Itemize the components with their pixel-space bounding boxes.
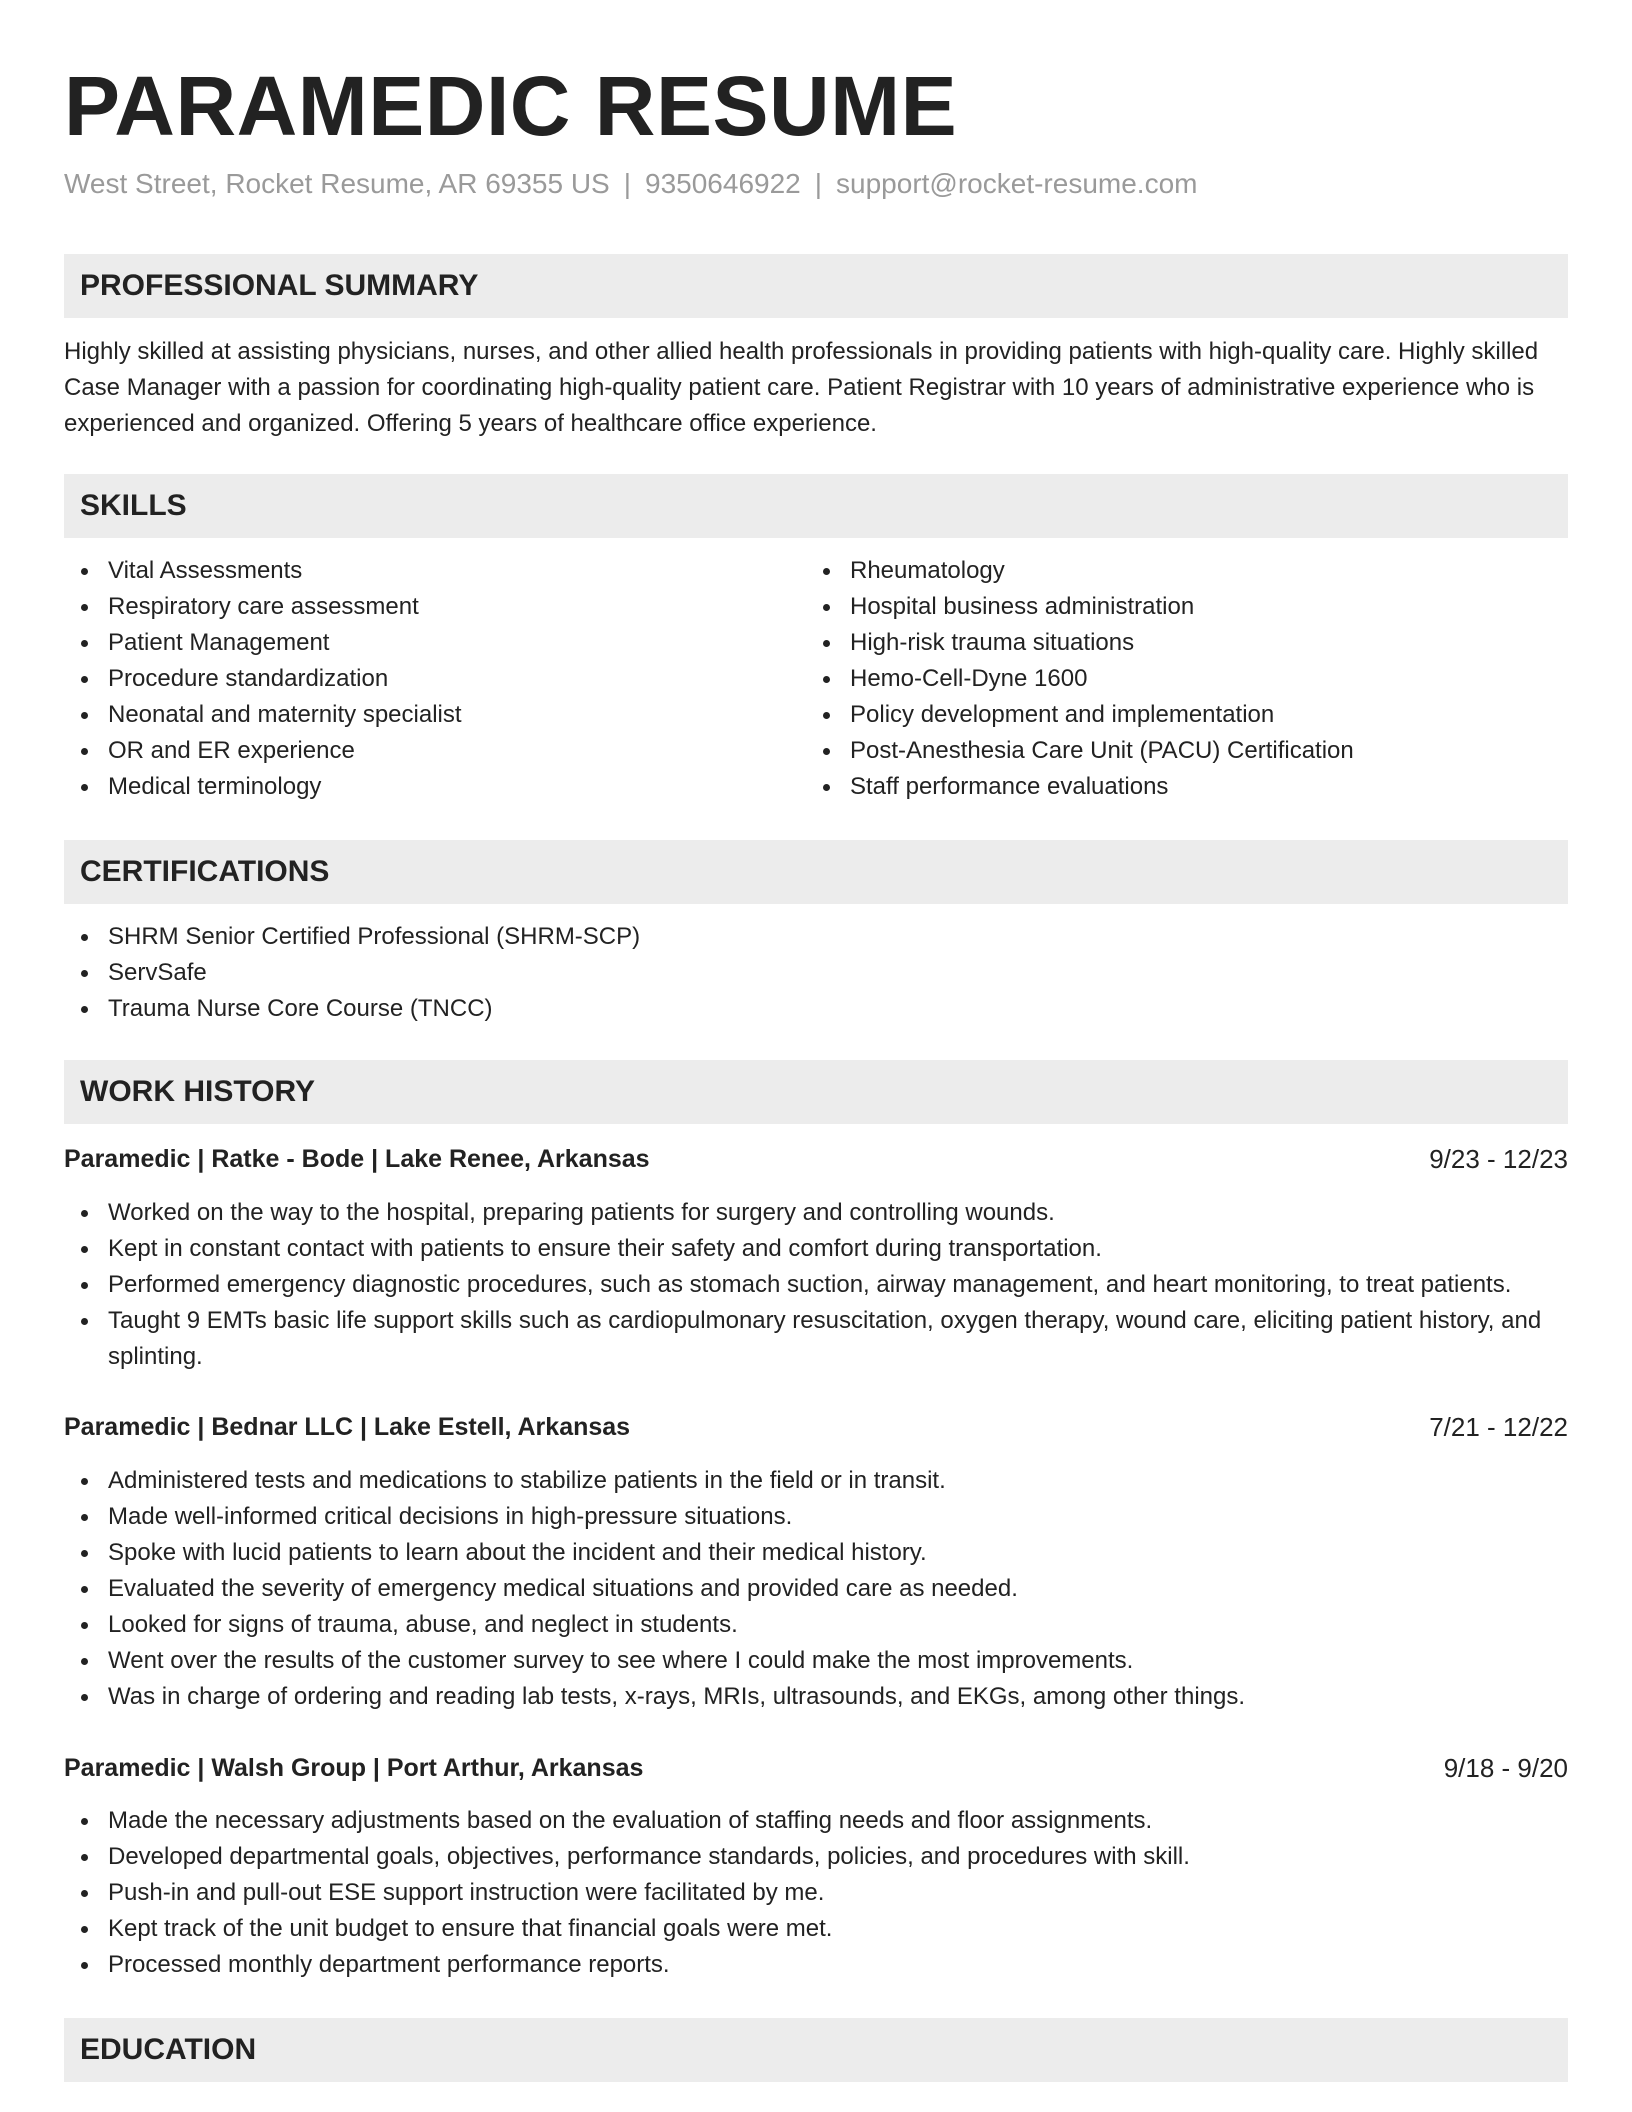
job-dates: 9/23 - 12/23 <box>1429 1144 1568 1174</box>
job-header <box>64 1141 1568 1177</box>
list-item: Medical terminology <box>64 769 804 805</box>
list-item: Rheumatology <box>806 553 1566 589</box>
resume-page <box>64 0 1568 2112</box>
job-bullets <box>64 1463 1568 1715</box>
list-item: Hospital business administration <box>806 589 1566 625</box>
list-item: Kept in constant contact with patients to ensure their safety and comfort during transportation. <box>64 1231 1568 1267</box>
job-header <box>64 1409 1568 1445</box>
contact-email[interactable]: support@rocket-resume.com <box>836 168 1198 199</box>
contact-separator: | <box>623 168 632 199</box>
list-item: Evaluated the severity of emergency medical situations and provided care as needed. <box>64 1571 1568 1607</box>
list-item: Staff performance evaluations <box>806 769 1566 805</box>
list-item: Patient Management <box>64 625 804 661</box>
skills-list-left <box>64 553 804 805</box>
certifications-section-header <box>64 840 1568 904</box>
skills-section-header <box>64 474 1568 538</box>
job-bullets <box>64 1803 1568 1983</box>
work-history-section-header <box>64 1060 1568 1124</box>
list-item: Trauma Nurse Core Course (TNCC) <box>64 991 1568 1027</box>
list-item: Developed departmental goals, objectives, performance standards, policies, and procedures with skill. <box>64 1839 1568 1875</box>
section-title: PROFESSIONAL SUMMARY <box>80 269 479 302</box>
summary-section-header <box>64 254 1568 318</box>
contact-phone: 9350646922 <box>645 168 801 199</box>
contact-separator: | <box>814 168 823 199</box>
job-title: Paramedic | Ratke - Bode | Lake Renee, Arkansas <box>64 1145 650 1173</box>
job-title: Paramedic | Bednar LLC | Lake Estell, Arkansas <box>64 1413 631 1441</box>
list-item: Made well-informed critical decisions in high-pressure situations. <box>64 1499 1568 1535</box>
education-section-header <box>64 2018 1568 2082</box>
list-item: Processed monthly department performance reports. <box>64 1947 1568 1983</box>
certifications-list <box>64 919 1568 1027</box>
list-item: Administered tests and medications to stabilize patients in the field or in transit. <box>64 1463 1568 1499</box>
contact-line <box>64 166 1197 202</box>
list-item: Went over the results of the customer survey to see where I could make the most improvements. <box>64 1643 1568 1679</box>
section-title: WORK HISTORY <box>80 1075 316 1108</box>
list-item: Was in charge of ordering and reading lab tests, x-rays, MRIs, ultrasounds, and EKGs, among other things. <box>64 1679 1568 1715</box>
list-item: Looked for signs of trauma, abuse, and neglect in students. <box>64 1607 1568 1643</box>
list-item: Policy development and implementation <box>806 697 1566 733</box>
skills-list-right <box>806 553 1566 805</box>
job-dates: 7/21 - 12/22 <box>1429 1412 1568 1442</box>
list-item: Kept track of the unit budget to ensure that financial goals were met. <box>64 1911 1568 1947</box>
list-item: Taught 9 EMTs basic life support skills such as cardiopulmonary resuscitation, oxygen therapy, wound care, eliciting patient history, and splinting. <box>64 1303 1568 1375</box>
list-item: Push-in and pull-out ESE support instruction were facilitated by me. <box>64 1875 1568 1911</box>
list-item: Vital Assessments <box>64 553 804 589</box>
section-title: CERTIFICATIONS <box>80 855 330 888</box>
list-item: Hemo-Cell-Dyne 1600 <box>806 661 1566 697</box>
list-item: OR and ER experience <box>64 733 804 769</box>
job-dates: 9/18 - 9/20 <box>1443 1753 1568 1783</box>
list-item: ServSafe <box>64 955 1568 991</box>
list-item: Spoke with lucid patients to learn about the incident and their medical history. <box>64 1535 1568 1571</box>
list-item: Worked on the way to the hospital, preparing patients for surgery and controlling wounds. <box>64 1195 1568 1231</box>
section-title: EDUCATION <box>80 2033 257 2066</box>
list-item: High-risk trauma situations <box>806 625 1566 661</box>
list-item: Neonatal and maternity specialist <box>64 697 804 733</box>
list-item: SHRM Senior Certified Professional (SHRM-SCP) <box>64 919 1568 955</box>
summary-text: Highly skilled at assisting physicians, nurses, and other allied health professionals in providing patients with high-quality care. Highly skilled Case Manager with a passion for coordinating high-quality patient care. Patient Registrar with 10 years of administrative experience who is experienced and organized. Offering 5 years of healthcare office experience. <box>64 338 1539 437</box>
list-item: Procedure standardization <box>64 661 804 697</box>
section-title: SKILLS <box>80 489 187 522</box>
list-item: Respiratory care assessment <box>64 589 804 625</box>
contact-address: West Street, Rocket Resume, AR 69355 US <box>64 168 610 199</box>
list-item: Made the necessary adjustments based on the evaluation of staffing needs and floor assignments. <box>64 1803 1568 1839</box>
job-header <box>64 1750 1568 1786</box>
job-bullets <box>64 1195 1568 1375</box>
resume-title: PARAMEDIC RESUME <box>64 59 958 153</box>
job-title: Paramedic | Walsh Group | Port Arthur, Arkansas <box>64 1754 644 1782</box>
list-item: Performed emergency diagnostic procedures, such as stomach suction, airway management, and heart monitoring, to treat patients. <box>64 1267 1568 1303</box>
list-item: Post-Anesthesia Care Unit (PACU) Certification <box>806 733 1566 769</box>
